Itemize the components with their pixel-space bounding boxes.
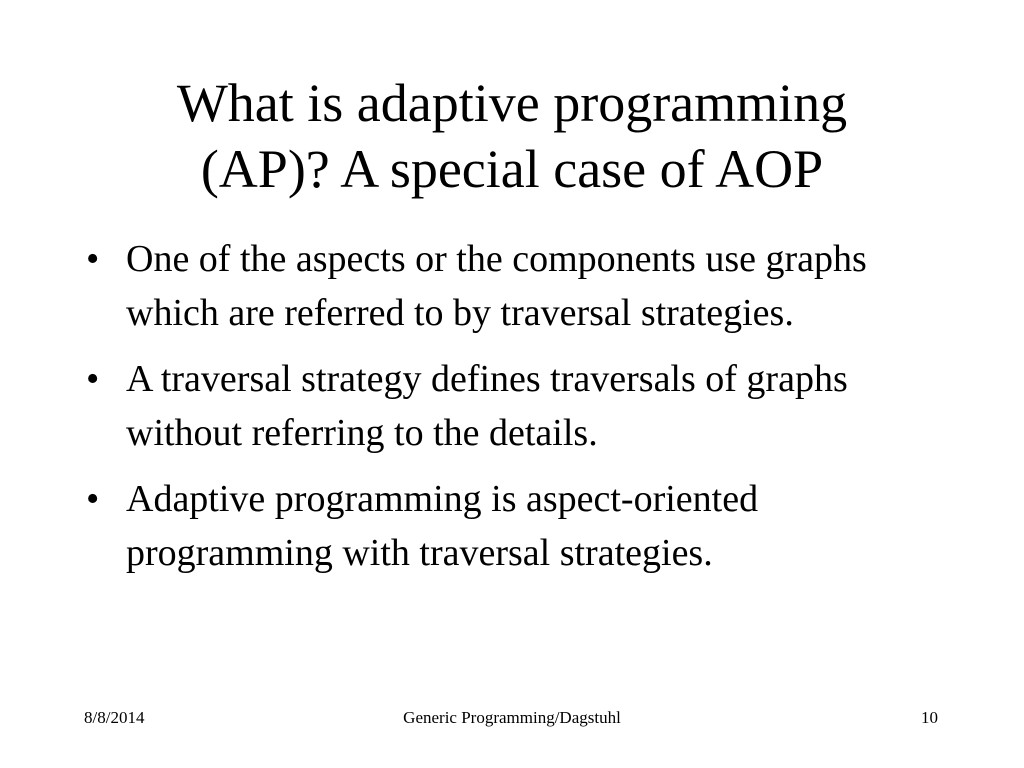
bullet-text: Adaptive programming is aspect-oriented programming with traversal strategies. <box>126 478 759 574</box>
bullet-item <box>86 352 906 460</box>
slide-title-line-2: (AP)? A special case of AOP <box>200 139 824 199</box>
bullet-text: One of the aspects or the components use graphs which are referred to by traversal strategies. <box>126 238 867 334</box>
footer-page-number: 10 <box>921 708 938 727</box>
bullet-text: A traversal strategy defines traversals of graphs without referring to the details. <box>126 358 848 454</box>
footer-date: 8/8/2014 <box>84 708 145 727</box>
slide-title <box>60 70 964 202</box>
slide-title-line-1: What is adaptive programming <box>176 73 848 133</box>
bullet-item <box>86 232 906 340</box>
bullet-item <box>86 472 906 580</box>
footer-title: Generic Programming/Dagstuhl <box>403 708 621 727</box>
bullet-list <box>86 232 906 592</box>
bullet-dot-icon: • <box>86 238 100 280</box>
bullet-dot-icon: • <box>86 358 100 400</box>
bullet-dot-icon: • <box>86 478 100 520</box>
